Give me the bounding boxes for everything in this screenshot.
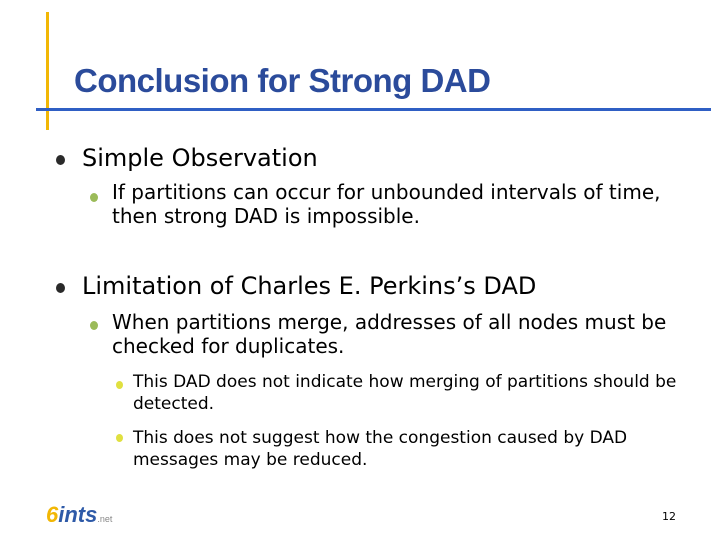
- brand-logo: [46, 502, 112, 528]
- bullet-text-level3: This DAD does not indicate how merging of partitions should be detected.: [133, 372, 677, 414]
- bullet-text-level2: When partitions merge, addresses of all nodes must be checked for duplicates.: [112, 310, 667, 358]
- bullet-text-level1: Limitation of Charles E. Perkins’s DAD: [82, 272, 537, 300]
- bullet-dot: [90, 193, 98, 202]
- bullet-dot: [90, 321, 98, 330]
- logo-six: 6: [46, 502, 59, 527]
- bullet-text-level3: This does not suggest how the congestion caused by DAD messages may be reduced.: [133, 428, 628, 470]
- bullet-text-level2: If partitions can occur for unbounded intervals of time, then strong DAD is impossible.: [112, 180, 661, 228]
- accent-vertical-bar: [46, 12, 49, 130]
- bullet-dot: [56, 283, 65, 293]
- title-underline: [36, 108, 711, 111]
- logo-text: ints: [58, 502, 98, 527]
- bullet-text-level1: Simple Observation: [82, 144, 318, 172]
- logo-net: .net: [97, 514, 113, 524]
- bullet-dot: [116, 434, 123, 442]
- page-number: 12: [662, 510, 676, 523]
- bullet-dot: [56, 155, 65, 165]
- bullet-dot: [116, 381, 123, 389]
- slide-title: Conclusion for Strong DAD: [74, 62, 491, 99]
